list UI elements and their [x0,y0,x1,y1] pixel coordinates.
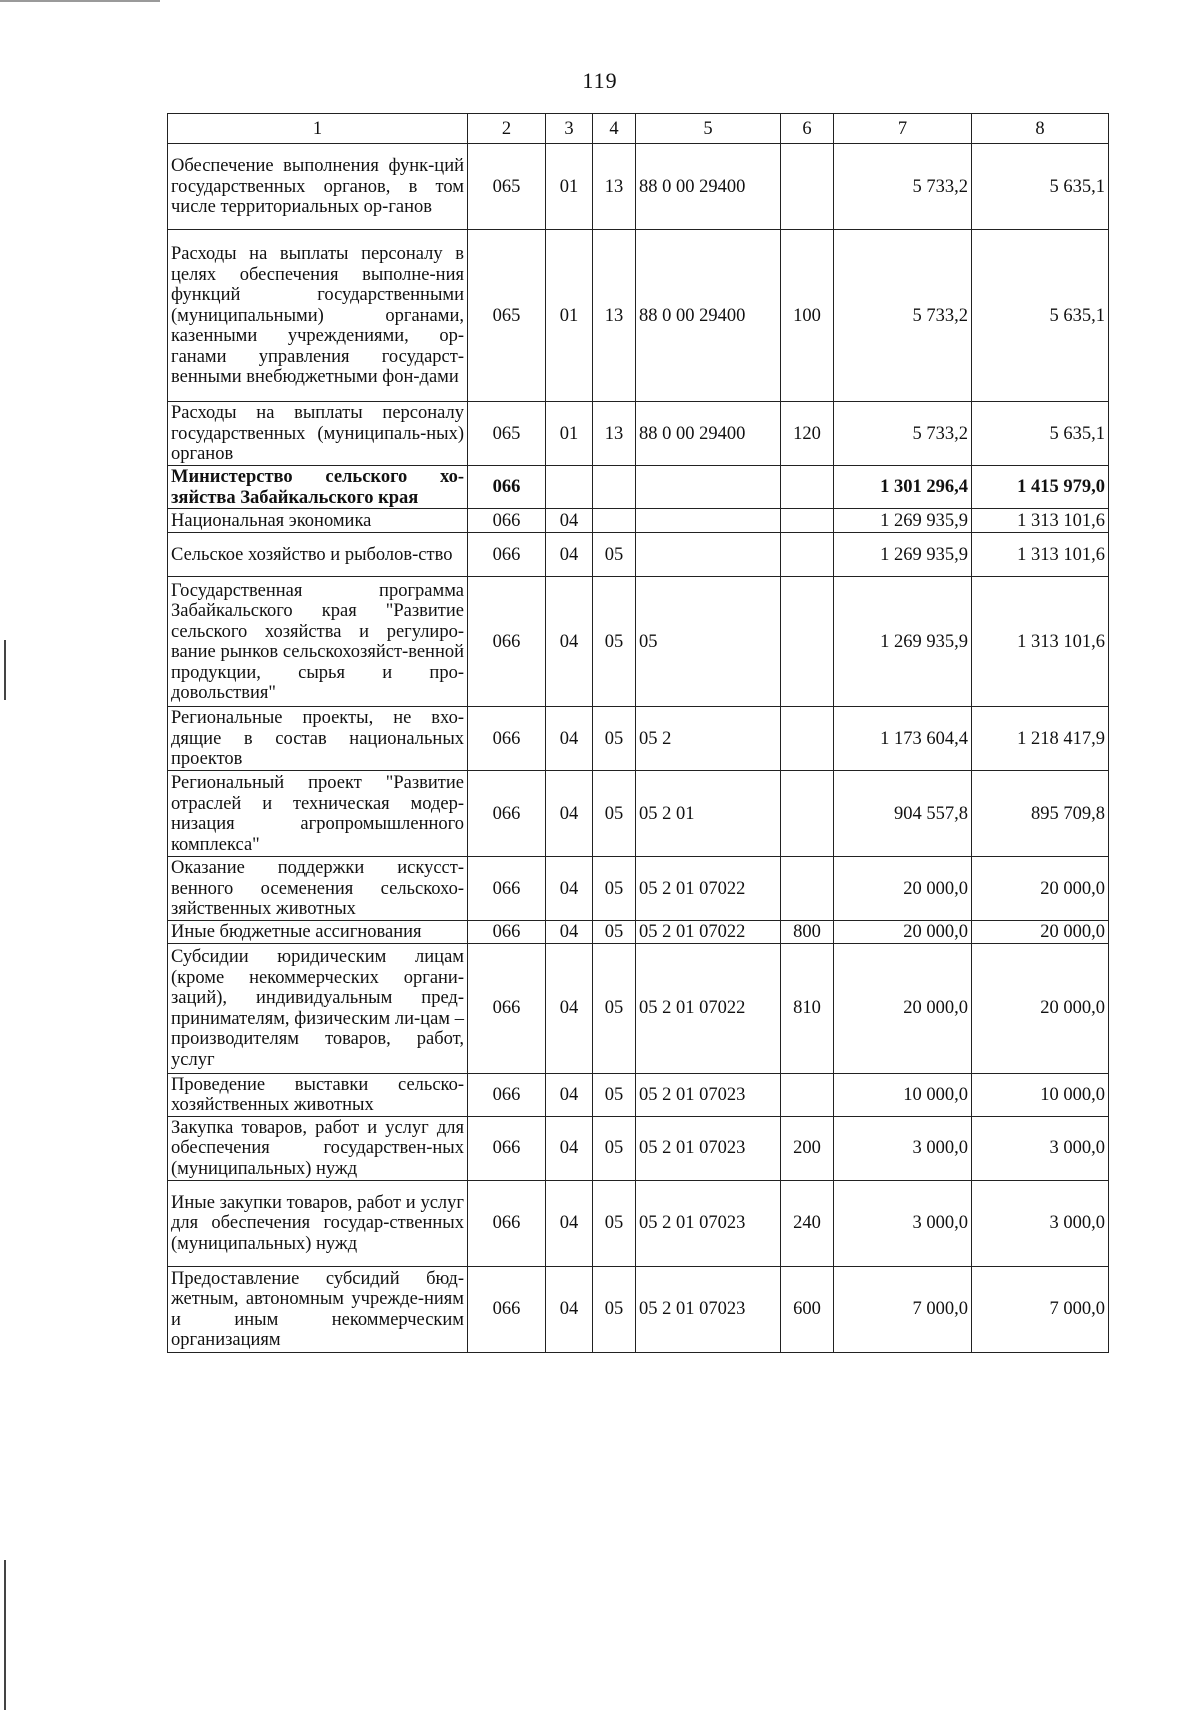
column-header: 3 [546,114,593,144]
table-row [168,857,1109,921]
amount-col8-cell: 3 000,0 [972,1116,1109,1180]
code-expense-type-cell [781,1073,834,1116]
amount-col7-cell: 3 000,0 [834,1116,972,1180]
row-name-cell: Проведение выставки сельско-хозяйственных животных [168,1073,468,1116]
column-header: 7 [834,114,972,144]
code-target-cell: 88 0 00 29400 [636,144,781,230]
code-ministry-cell: 066 [468,466,546,509]
column-header: 6 [781,114,834,144]
code-expense-type-cell: 240 [781,1180,834,1266]
table-header-row [168,114,1109,144]
code-section-cell: 04 [546,1116,593,1180]
code-subsection-cell: 05 [593,943,636,1073]
amount-col7-cell: 904 557,8 [834,771,972,857]
code-subsection-cell: 13 [593,402,636,466]
code-ministry-cell: 066 [468,1266,546,1352]
code-subsection-cell: 05 [593,707,636,771]
amount-col8-cell: 1 313 101,6 [972,509,1109,533]
amount-col8-cell: 10 000,0 [972,1073,1109,1116]
amount-col8-cell: 5 635,1 [972,402,1109,466]
code-ministry-cell: 066 [468,771,546,857]
table-row [168,707,1109,771]
code-target-cell: 05 2 01 07023 [636,1073,781,1116]
row-name-cell: Субсидии юридическим лицам (кроме некоммерческих органи-заций), индивидуальным пред-принимателям, физическим ли-цам – производителям товаров, работ, услуг [168,943,468,1073]
column-header: 4 [593,114,636,144]
code-subsection-cell: 05 [593,1180,636,1266]
amount-col8-cell: 1 415 979,0 [972,466,1109,509]
code-expense-type-cell [781,707,834,771]
code-expense-type-cell [781,466,834,509]
row-name-cell: Министерство сельского хо-зяйства Забайкальского края [168,466,468,509]
code-section-cell: 04 [546,1266,593,1352]
code-target-cell [636,509,781,533]
code-section-cell: 04 [546,1073,593,1116]
code-target-cell [636,533,781,577]
code-expense-type-cell [781,509,834,533]
amount-col7-cell: 1 301 296,4 [834,466,972,509]
code-subsection-cell: 05 [593,771,636,857]
code-ministry-cell: 066 [468,509,546,533]
amount-col7-cell: 5 733,2 [834,230,972,402]
code-subsection-cell: 05 [593,533,636,577]
code-section-cell: 04 [546,707,593,771]
table-row [168,1116,1109,1180]
column-header: 1 [168,114,468,144]
code-ministry-cell: 066 [468,943,546,1073]
row-name-cell: Региональный проект "Развитие отраслей и техническая модер-низация агропромышленного комплекса" [168,771,468,857]
row-name-cell: Иные закупки товаров, работ и услуг для обеспечения государ-ственных (муниципальных) нужд [168,1180,468,1266]
code-ministry-cell: 065 [468,144,546,230]
amount-col8-cell: 1 218 417,9 [972,707,1109,771]
amount-col8-cell: 7 000,0 [972,1266,1109,1352]
code-ministry-cell: 066 [468,1180,546,1266]
code-subsection-cell: 13 [593,144,636,230]
amount-col7-cell: 5 733,2 [834,144,972,230]
code-section-cell [546,466,593,509]
code-target-cell [636,466,781,509]
amount-col8-cell: 20 000,0 [972,857,1109,921]
table-row [168,577,1109,707]
code-target-cell: 05 2 01 07023 [636,1266,781,1352]
table-row [168,144,1109,230]
code-target-cell: 05 2 01 [636,771,781,857]
scan-artifact-top-line [0,0,160,2]
code-target-cell: 05 2 01 07022 [636,921,781,944]
code-subsection-cell: 05 [593,857,636,921]
code-ministry-cell: 066 [468,577,546,707]
column-header: 5 [636,114,781,144]
scan-artifact-left-mark [4,640,6,700]
amount-col8-cell: 5 635,1 [972,144,1109,230]
code-subsection-cell: 05 [593,1266,636,1352]
code-target-cell: 88 0 00 29400 [636,402,781,466]
table-row [168,1180,1109,1266]
amount-col7-cell: 1 269 935,9 [834,533,972,577]
code-ministry-cell: 066 [468,1116,546,1180]
code-expense-type-cell: 800 [781,921,834,944]
code-ministry-cell: 066 [468,533,546,577]
code-section-cell: 01 [546,230,593,402]
code-ministry-cell: 066 [468,707,546,771]
code-expense-type-cell [781,533,834,577]
amount-col7-cell: 1 269 935,9 [834,577,972,707]
code-subsection-cell: 05 [593,577,636,707]
code-subsection-cell: 05 [593,1073,636,1116]
code-section-cell: 04 [546,943,593,1073]
code-target-cell: 05 2 01 07023 [636,1116,781,1180]
amount-col8-cell: 5 635,1 [972,230,1109,402]
table-row [168,230,1109,402]
table-row [168,466,1109,509]
row-name-cell: Региональные проекты, не вхо-дящие в состав национальных проектов [168,707,468,771]
code-section-cell: 04 [546,577,593,707]
table-row [168,1073,1109,1116]
code-target-cell: 88 0 00 29400 [636,230,781,402]
code-section-cell: 01 [546,144,593,230]
code-section-cell: 04 [546,1180,593,1266]
budget-table [167,113,1109,1353]
table-body [168,144,1109,1353]
code-subsection-cell [593,509,636,533]
code-subsection-cell: 13 [593,230,636,402]
row-name-cell: Закупка товаров, работ и услуг для обеспечения государствен-ных (муниципальных) нужд [168,1116,468,1180]
code-target-cell: 05 2 01 07023 [636,1180,781,1266]
amount-col7-cell: 20 000,0 [834,921,972,944]
code-section-cell: 04 [546,771,593,857]
amount-col8-cell: 20 000,0 [972,921,1109,944]
column-header: 8 [972,114,1109,144]
amount-col7-cell: 1 269 935,9 [834,509,972,533]
table-row [168,1266,1109,1352]
row-name-cell: Обеспечение выполнения функ-ций государственных органов, в том числе территориальных ор-ганов [168,144,468,230]
code-ministry-cell: 065 [468,230,546,402]
code-target-cell: 05 [636,577,781,707]
code-expense-type-cell: 810 [781,943,834,1073]
code-ministry-cell: 066 [468,921,546,944]
amount-col7-cell: 7 000,0 [834,1266,972,1352]
row-name-cell: Расходы на выплаты персоналу в целях обеспечения выполне-ния функций государственными (муниципальными) органами, казенными учреждениями, ор-ганами управления государст-венными внебюджетными фон-дами [168,230,468,402]
amount-col7-cell: 1 173 604,4 [834,707,972,771]
amount-col7-cell: 3 000,0 [834,1180,972,1266]
code-section-cell: 01 [546,402,593,466]
row-name-cell: Государственная программа Забайкальского края "Развитие сельского хозяйства и регулиро-вание рынков сельскохозяйст-венной продукции, сырья и про-довольствия" [168,577,468,707]
table-row [168,509,1109,533]
code-expense-type-cell: 600 [781,1266,834,1352]
code-section-cell: 04 [546,533,593,577]
amount-col7-cell: 20 000,0 [834,943,972,1073]
code-section-cell: 04 [546,509,593,533]
code-expense-type-cell: 100 [781,230,834,402]
page-number: 119 [582,68,618,93]
row-name-cell: Расходы на выплаты персоналу государственных (муниципаль-ных) органов [168,402,468,466]
amount-col7-cell: 10 000,0 [834,1073,972,1116]
code-ministry-cell: 066 [468,1073,546,1116]
row-name-cell: Сельское хозяйство и рыболов-ство [168,533,468,577]
amount-col8-cell: 3 000,0 [972,1180,1109,1266]
amount-col8-cell: 1 313 101,6 [972,533,1109,577]
column-header: 2 [468,114,546,144]
code-expense-type-cell [781,857,834,921]
table-row [168,402,1109,466]
code-subsection-cell: 05 [593,1116,636,1180]
code-expense-type-cell [781,144,834,230]
code-subsection-cell: 05 [593,921,636,944]
code-expense-type-cell [781,577,834,707]
amount-col8-cell: 20 000,0 [972,943,1109,1073]
scan-artifact-left-mark [4,1560,6,1710]
code-ministry-cell: 066 [468,857,546,921]
code-expense-type-cell: 200 [781,1116,834,1180]
row-name-cell: Национальная экономика [168,509,468,533]
row-name-cell: Иные бюджетные ассигнования [168,921,468,944]
row-name-cell: Предоставление субсидий бюд-жетным, автономным учрежде-ниям и иным некоммерческим организациям [168,1266,468,1352]
table-row [168,921,1109,944]
table-row [168,943,1109,1073]
code-ministry-cell: 065 [468,402,546,466]
amount-col8-cell: 1 313 101,6 [972,577,1109,707]
code-target-cell: 05 2 01 07022 [636,857,781,921]
code-section-cell: 04 [546,857,593,921]
amount-col8-cell: 895 709,8 [972,771,1109,857]
code-target-cell: 05 2 [636,707,781,771]
amount-col7-cell: 20 000,0 [834,857,972,921]
table-row [168,771,1109,857]
code-subsection-cell [593,466,636,509]
code-section-cell: 04 [546,921,593,944]
code-expense-type-cell: 120 [781,402,834,466]
table-row [168,533,1109,577]
amount-col7-cell: 5 733,2 [834,402,972,466]
code-expense-type-cell [781,771,834,857]
code-target-cell: 05 2 01 07022 [636,943,781,1073]
row-name-cell: Оказание поддержки искусст-венного осеменения сельскохо-зяйственных животных [168,857,468,921]
